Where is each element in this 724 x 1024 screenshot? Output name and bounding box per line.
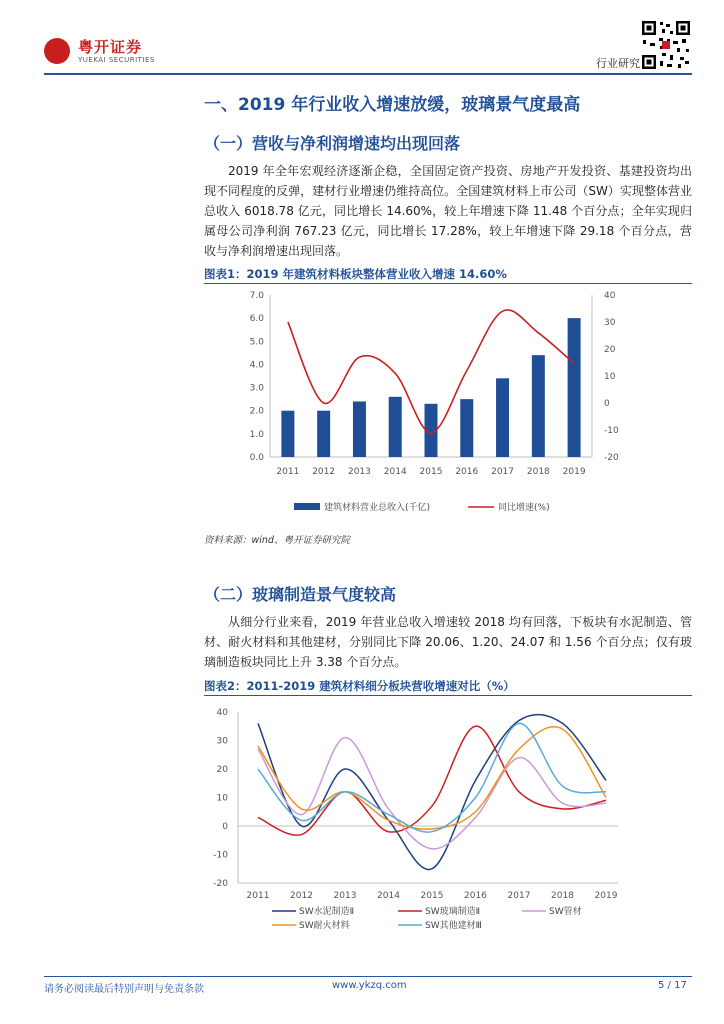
legend-label: SW玻璃制造Ⅱ xyxy=(425,907,481,917)
footer-page-number: 5 / 17 xyxy=(658,980,687,991)
x-tick-label: 2013 xyxy=(333,891,357,901)
y-tick-label-right: 10 xyxy=(604,372,616,382)
footer-url[interactable]: www.ykzq.com xyxy=(332,980,407,991)
figure-1-source: 资料来源：wind、粤开证券研究院 xyxy=(204,535,350,546)
x-tick-label: 2012 xyxy=(312,467,336,477)
x-tick-label: 2016 xyxy=(455,467,479,477)
paragraph-1: 2019 年全年宏观经济逐渐企稳，全国固定资产投资、房地产开发投资、基建投资均出现不同程度的反弹，建材行业增速仍维持高位。全国建筑材料上市公司（SW）实现整体营业总收入 6018.78 亿元，同比增长 14.60%，较上年增速下降 11.48 个百分点；全年实现归属母公司净利润 767.23 亿元，同比增长 17.28%，较上年增速下降 29.18 个百分点，营收与净利润增速出现回落。 xyxy=(204,164,692,258)
figure-1-title: 图表1：2019 年建筑材料板块整体营业收入增速 14.60% xyxy=(204,267,507,281)
y-tick-label: 20 xyxy=(216,765,228,775)
series-line xyxy=(258,723,606,832)
report-type-label: 行业研究 xyxy=(596,57,640,70)
figure-1-rule xyxy=(204,283,692,284)
x-tick-label: 2019 xyxy=(562,467,586,477)
x-tick-label: 2015 xyxy=(419,467,443,477)
legend-label: SW耐火材料 xyxy=(299,921,350,931)
y-tick-label: 0 xyxy=(222,822,228,832)
header-divider xyxy=(44,73,692,75)
x-tick-label: 2014 xyxy=(377,891,400,901)
legend-label: SW水泥制造Ⅱ xyxy=(299,907,355,917)
y-tick-label-left: 1.0 xyxy=(249,429,264,440)
figure-2-title: 图表2：2011-2019 建筑材料细分板块营收增速对比（%） xyxy=(204,679,515,693)
y-tick-label-left: 5.0 xyxy=(249,337,264,348)
bar xyxy=(460,399,473,457)
legend-label: 同比增速(%) xyxy=(498,503,550,513)
y-tick-label-left: 2.0 xyxy=(249,406,264,417)
x-tick-label: 2015 xyxy=(420,891,444,901)
x-tick-label: 2012 xyxy=(290,891,313,901)
x-tick-label: 2016 xyxy=(464,891,487,901)
paragraph-2: 从细分行业来看，2019 年营业总收入增速较 2018 均有回落，下板块有水泥制造、管材、耐火材料和其他建材，分别同比下降 20.06、1.20、24.07 和 1.56 个百分点；仅有玻璃制造板块同比上升 3.38 个百分点。 xyxy=(204,615,692,669)
x-tick-label: 2013 xyxy=(347,467,371,477)
bar xyxy=(353,401,366,457)
y-tick-label-left: 0.0 xyxy=(249,453,264,463)
y-tick-label-right: 20 xyxy=(604,345,616,355)
chart-revenue-growth xyxy=(204,285,624,525)
footer-divider xyxy=(44,976,692,977)
series-line xyxy=(258,727,606,829)
bar xyxy=(389,397,402,457)
y-tick-label-left: 4.0 xyxy=(249,360,264,371)
y-tick-label-right: 40 xyxy=(604,291,616,301)
bar xyxy=(568,318,581,457)
legend-label: 建筑材料营业总收入(千亿) xyxy=(324,503,431,513)
logo-chinese-name: 粤开证券 xyxy=(78,38,143,56)
x-tick-label: 2018 xyxy=(551,891,574,901)
y-tick-label-right: -20 xyxy=(604,453,619,463)
x-tick-label: 2019 xyxy=(594,891,618,901)
x-tick-label: 2018 xyxy=(526,467,550,477)
y-tick-label-left: 6.0 xyxy=(249,314,264,325)
y-tick-label-right: 30 xyxy=(604,318,616,328)
chart-segment-growth xyxy=(204,698,624,938)
subsection-title-1: （一）营收与净利润增速均出现回落 xyxy=(204,134,461,153)
x-tick-label: 2011 xyxy=(276,467,300,477)
legend-swatch-bar xyxy=(294,503,320,510)
y-tick-label: -20 xyxy=(213,879,228,889)
y-tick-label: 30 xyxy=(216,736,228,747)
logo-english-name: YUEKAI SECURITIES xyxy=(78,56,155,64)
y-tick-label-left: 7.0 xyxy=(249,291,264,301)
bar xyxy=(317,411,330,457)
y-tick-label-right: -10 xyxy=(604,426,619,436)
bar xyxy=(281,411,294,457)
series-line xyxy=(258,715,606,870)
bar xyxy=(532,355,545,457)
legend-label: SW其他建材Ⅲ xyxy=(425,921,482,931)
figure-2-rule xyxy=(204,695,692,696)
y-tick-label-left: 3.0 xyxy=(249,383,264,394)
y-tick-label: 40 xyxy=(216,708,228,718)
footer-disclaimer: 请务必阅读最后特别声明与免责条款 xyxy=(44,984,204,995)
y-tick-label-right: 0 xyxy=(604,399,610,409)
x-tick-label: 2014 xyxy=(383,467,407,477)
subsection-title-2: （二）玻璃制造景气度较高 xyxy=(204,585,397,604)
legend-label: SW管材 xyxy=(549,907,582,917)
x-tick-label: 2017 xyxy=(507,891,531,901)
bar xyxy=(496,378,509,457)
x-tick-label: 2011 xyxy=(246,891,270,901)
y-tick-label: -10 xyxy=(213,850,228,861)
y-tick-label: 10 xyxy=(216,793,228,804)
qr-code-icon xyxy=(640,19,692,71)
company-logo-icon xyxy=(44,38,70,64)
x-tick-label: 2017 xyxy=(491,467,515,477)
section-title: 一、2019 年行业收入增速放缓，玻璃景气度最高 xyxy=(204,95,581,115)
